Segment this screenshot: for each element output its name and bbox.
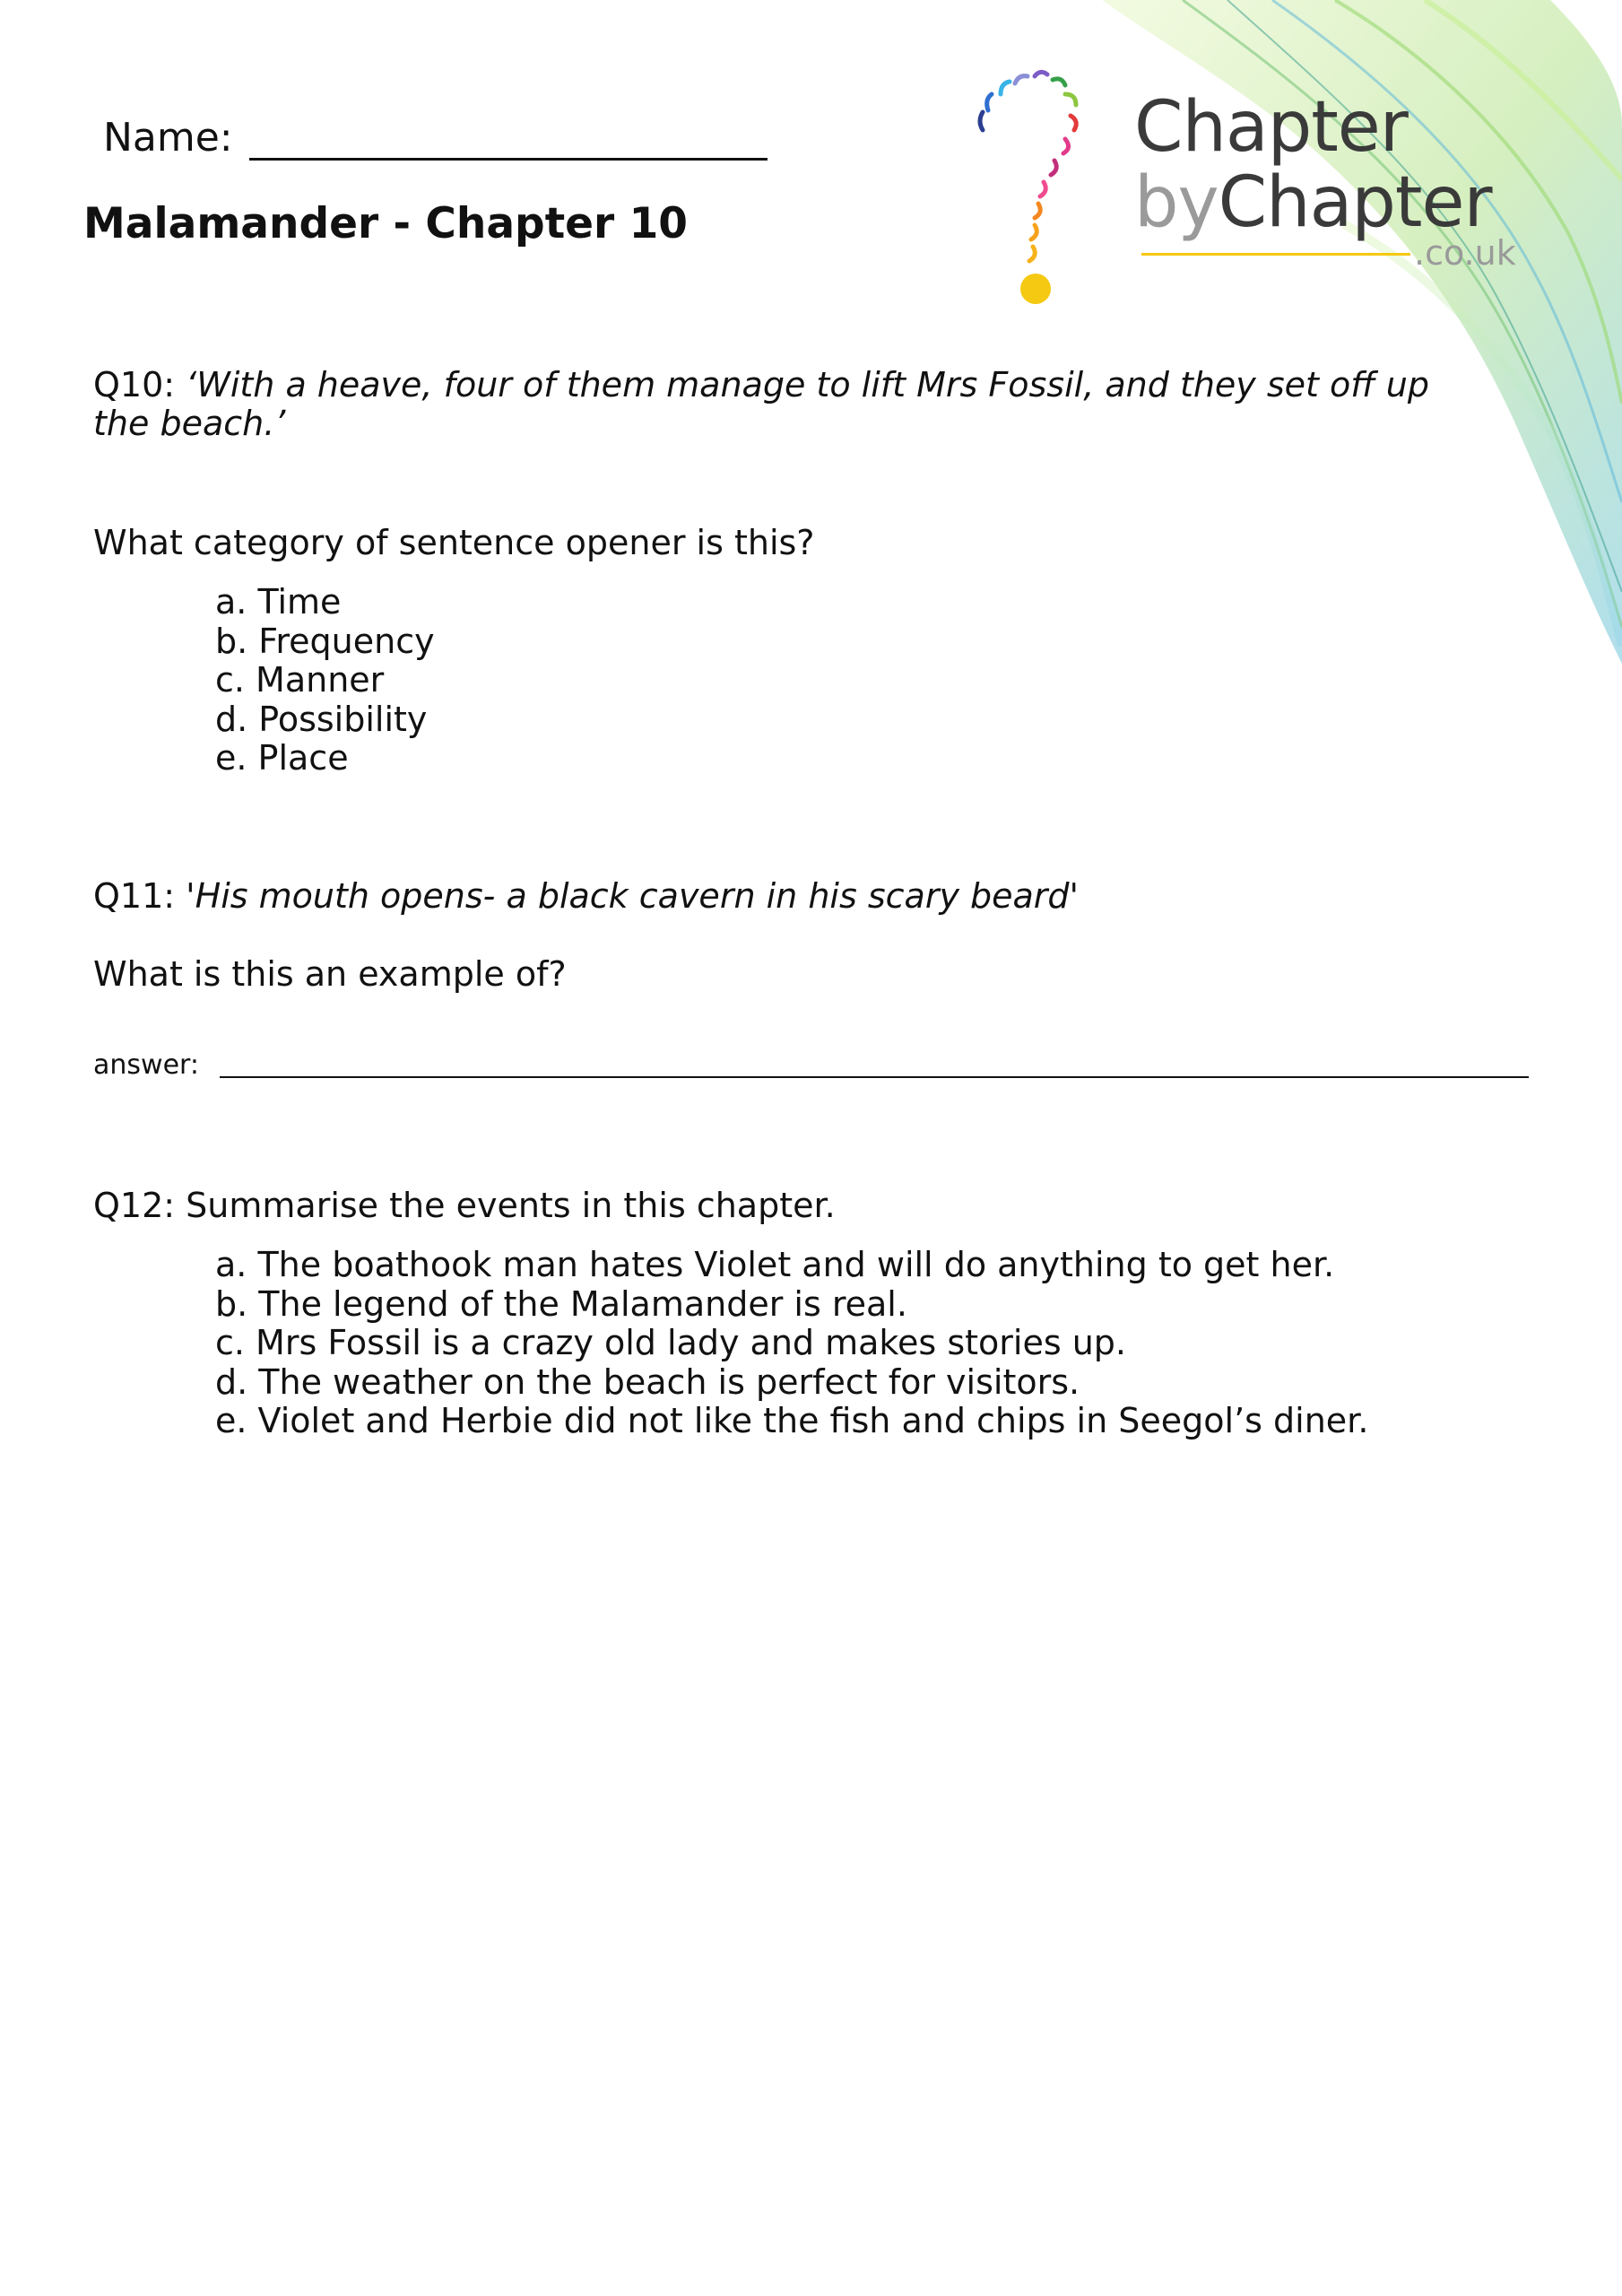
q12-options (215, 1246, 1368, 1441)
question-mark-books-icon (950, 49, 1130, 318)
q10-label: Q10: (93, 365, 176, 404)
q12-option-e[interactable]: e. Violet and Herbie did not like the fish and chips in Seegol’s diner. (215, 1401, 1369, 1440)
logo-underline (1141, 253, 1410, 256)
page-title: Malamander - Chapter 10 (83, 199, 688, 248)
q12-option-a[interactable]: a. The boathook man hates Violet and will do anything to get her. (215, 1245, 1335, 1284)
answer-write-line[interactable] (220, 1076, 1529, 1078)
q12-option-c[interactable]: c. Mrs Fossil is a crazy old lady and makes stories up. (215, 1323, 1126, 1362)
q12-option-b[interactable]: b. The legend of the Malamander is real. (215, 1283, 907, 1324)
logo-domain: .co.uk (1414, 233, 1516, 273)
name-label: Name: (103, 115, 233, 161)
logo-line-chapter: Chapter (1134, 87, 1408, 168)
q10-quote: ‘With a heave, four of them manage to lift Mrs Fossil, and they set off up the beach.’ (93, 365, 1429, 443)
q10-option-e[interactable]: e. Place (215, 738, 349, 778)
logo-line-by-chapter (1134, 162, 1492, 243)
chapter-by-chapter-logo (1134, 87, 1516, 273)
q11-prompt (93, 877, 1079, 916)
q11-question: What is this an example of? (93, 954, 567, 994)
q11-quote: 'His mouth opens- a black cavern in his scary beard' (186, 876, 1079, 916)
q10-option-d[interactable]: d. Possibility (215, 699, 428, 739)
name-field-row (103, 115, 768, 161)
q10-options (215, 583, 435, 778)
q10-option-c[interactable]: c. Manner (215, 660, 385, 700)
q11-label: Q11: (93, 876, 176, 916)
q12-option-d[interactable]: d. The weather on the beach is perfect for visitors. (215, 1361, 1080, 1402)
logo-chapter: Chapter (1218, 162, 1492, 243)
q10-prompt (93, 366, 1456, 443)
q10-option-a[interactable]: a. Time (215, 582, 342, 622)
q12-label: Q12: (93, 1186, 176, 1225)
logo-by: by (1134, 162, 1219, 243)
q12-prompt (93, 1187, 836, 1225)
q10-option-b[interactable]: b. Frequency (215, 621, 435, 661)
q10-question: What category of sentence opener is this? (93, 523, 815, 562)
answer-label: answer: (93, 1049, 199, 1081)
q12-question: Summarise the events in this chapter. (186, 1186, 836, 1225)
name-write-line[interactable] (249, 118, 768, 161)
